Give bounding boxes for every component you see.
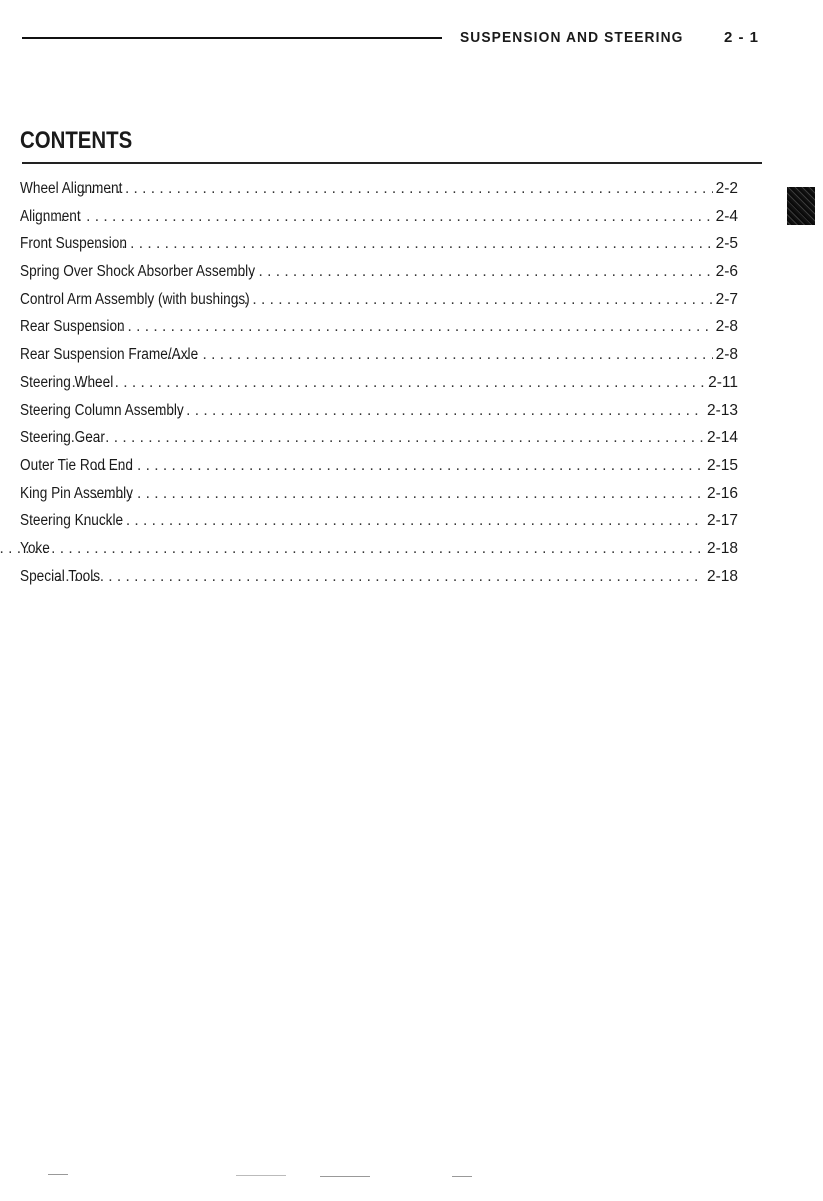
toc-page: 2-13 <box>706 401 738 419</box>
toc-page: 2-7 <box>715 290 738 308</box>
dot-leader <box>87 235 713 253</box>
dot-leader <box>84 318 712 336</box>
toc-page: 2-17 <box>706 512 738 530</box>
toc-entry-rear-suspension[interactable] <box>20 318 738 346</box>
toc-page: 2-5 <box>715 235 738 253</box>
toc-entry-wheel-alignment[interactable] <box>20 180 738 208</box>
toc-label: Rear Suspension <box>20 318 125 336</box>
page-number: 2 - 1 <box>724 29 760 46</box>
toc-label: King Pin Assembly <box>20 484 133 502</box>
section-thumb-tab <box>787 187 815 225</box>
toc-label: Steering Column Assembly <box>20 401 184 419</box>
dot-leader <box>227 291 713 309</box>
toc-entry-steering-knuckle[interactable] <box>20 512 738 540</box>
toc-page: 2-16 <box>706 484 738 502</box>
toc-entry-special-tools[interactable] <box>20 568 738 596</box>
toc-entry-alignment[interactable] <box>20 208 738 236</box>
dot-leader <box>168 346 713 364</box>
toc-page: 2-14 <box>706 429 738 447</box>
toc-entry-steering-wheel[interactable] <box>20 374 738 402</box>
toc-label: Front Suspension <box>20 235 127 253</box>
toc-page: 2-8 <box>715 318 738 336</box>
toc-entry-spring-over-shock[interactable] <box>20 263 738 291</box>
toc-entry-steering-gear[interactable] <box>20 429 738 457</box>
dot-leader <box>0 540 704 558</box>
dot-leader <box>82 180 713 198</box>
toc-entry-yoke[interactable] <box>20 540 738 568</box>
toc-page: 2-2 <box>715 180 738 197</box>
toc-page: 2-6 <box>715 263 738 281</box>
scan-artifact <box>48 1174 68 1175</box>
toc-label: Spring Over Shock Absorber Assembly <box>20 263 256 281</box>
header-rule <box>22 37 442 39</box>
toc-label: Yoke <box>20 539 50 557</box>
dot-leader <box>72 374 706 392</box>
dot-leader <box>152 402 704 420</box>
toc-entry-king-pin[interactable] <box>20 485 738 513</box>
toc-page: 2-15 <box>706 456 738 474</box>
toc-label: Rear Suspension Frame/Axle <box>20 346 199 364</box>
toc-label: Wheel Alignment <box>20 180 123 197</box>
scan-artifact <box>236 1175 286 1176</box>
toc-label: Steering Knuckle <box>20 512 124 530</box>
toc-label: Control Arm Assembly (with bushings) <box>20 290 250 308</box>
toc-entry-rear-suspension-frame[interactable] <box>20 346 738 374</box>
toc-entry-steering-column[interactable] <box>20 402 738 430</box>
dot-leader <box>83 512 704 530</box>
toc-page: 2-4 <box>715 207 738 225</box>
toc-label: Steering Wheel <box>20 373 114 391</box>
dot-leader <box>94 457 704 475</box>
toc-entry-front-suspension[interactable] <box>20 235 738 263</box>
contents-heading: CONTENTS <box>20 127 133 154</box>
dot-leader <box>62 429 704 447</box>
dot-leader <box>94 485 704 503</box>
contents-rule <box>22 162 762 164</box>
toc-label: Special Tools <box>20 567 101 585</box>
scan-artifact <box>320 1176 370 1177</box>
toc-entry-outer-tie-rod[interactable] <box>20 457 738 485</box>
toc-entry-control-arm[interactable] <box>20 291 738 319</box>
dot-leader <box>233 263 713 281</box>
toc-label: Alignment <box>20 207 81 225</box>
toc-label: Outer Tie Rod End <box>20 456 133 474</box>
dot-leader <box>57 568 704 586</box>
dot-leader <box>35 208 713 226</box>
toc-page: 2-8 <box>715 346 738 364</box>
toc-page: 2-11 <box>708 373 738 391</box>
toc-page: 2-18 <box>706 567 738 585</box>
table-of-contents <box>20 180 738 595</box>
toc-label: Steering Gear <box>20 429 105 447</box>
scan-artifact <box>452 1176 472 1177</box>
section-title: SUSPENSION AND STEERING <box>460 29 684 46</box>
toc-page: 2-18 <box>706 539 738 557</box>
